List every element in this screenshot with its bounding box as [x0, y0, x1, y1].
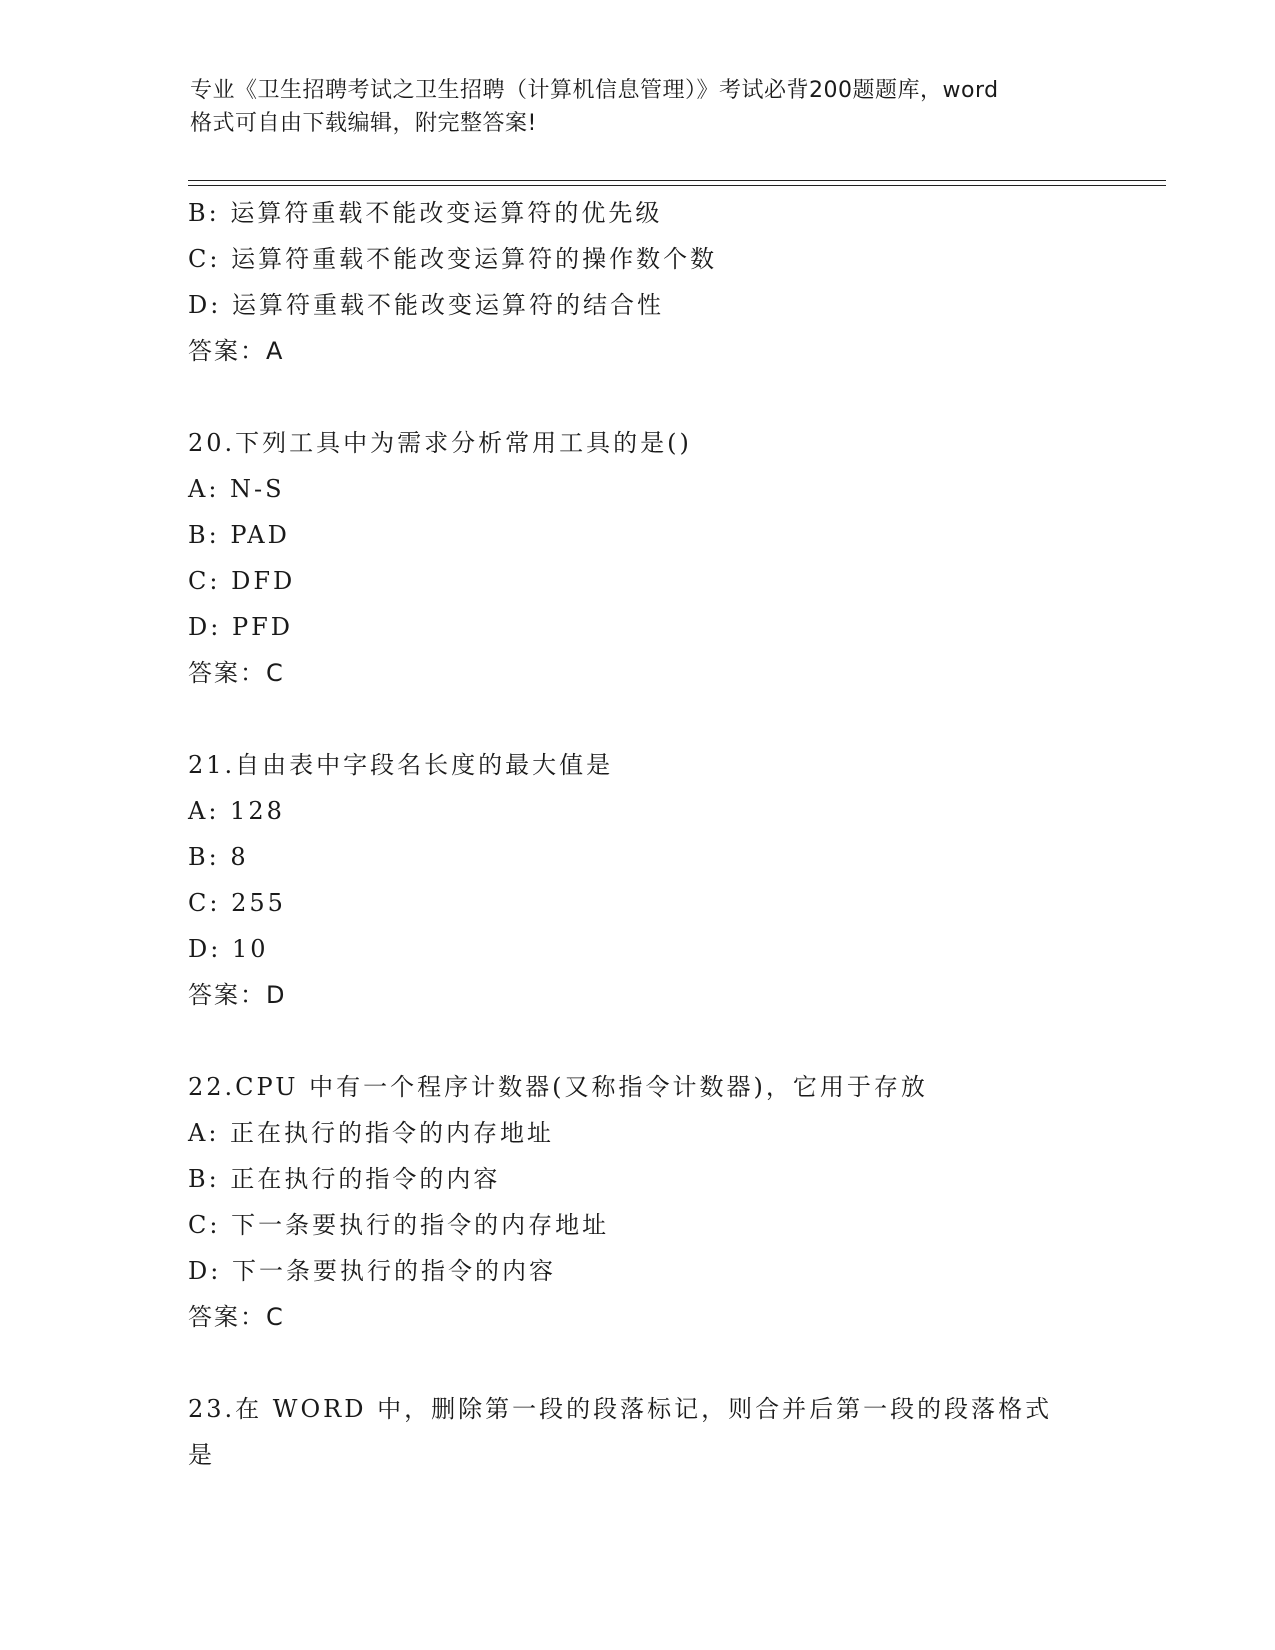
answer-label: 答案：C [188, 659, 285, 687]
option-b: B: 正在执行的指令的内容 [188, 1165, 501, 1193]
option-b: B: 8 [188, 843, 249, 871]
option-c: C: DFD [188, 567, 296, 595]
spacer [188, 1018, 1108, 1064]
question-block-21 [188, 742, 1108, 1018]
spacer [188, 696, 1108, 742]
question-text-continuation: 是 [188, 1441, 215, 1469]
header-divider-top [188, 180, 1166, 181]
option-b: B: 运算符重载不能改变运算符的优先级 [188, 199, 663, 227]
document-header [190, 74, 1090, 140]
spacer [188, 1340, 1108, 1386]
answer-label: 答案：C [188, 1303, 285, 1331]
option-d: D: 运算符重载不能改变运算符的结合性 [188, 291, 664, 319]
question-text: 23.在 WORD 中，删除第一段的段落标记，则合并后第一段的段落格式 [188, 1395, 1053, 1423]
option-b: B: PAD [188, 521, 290, 549]
option-a: A: 正在执行的指令的内存地址 [188, 1119, 555, 1147]
question-block-22 [188, 1064, 1108, 1340]
option-d: D: 10 [188, 935, 269, 963]
question-block-20 [188, 420, 1108, 696]
option-c: C: 255 [188, 889, 286, 917]
option-d: D: 下一条要执行的指令的内容 [188, 1257, 556, 1285]
option-c: C: 下一条要执行的指令的内存地址 [188, 1211, 610, 1239]
question-block-23 [188, 1386, 1108, 1478]
header-divider-bottom [188, 185, 1166, 186]
option-d: D: PFD [188, 613, 293, 641]
header-line-2: 格式可自由下载编辑，附完整答案! [190, 111, 537, 136]
answer-label: 答案：D [188, 981, 287, 1009]
question-block-previous [188, 190, 1108, 374]
option-c: C: 运算符重载不能改变运算符的操作数个数 [188, 245, 718, 273]
option-a: A: N-S [188, 475, 285, 503]
question-text: 21.自由表中字段名长度的最大值是 [188, 751, 614, 779]
question-text: 20.下列工具中为需求分析常用工具的是() [188, 429, 692, 457]
spacer [188, 374, 1108, 420]
header-line-1: 专业《卫生招聘考试之卫生招聘（计算机信息管理）》考试必背200题题库，word [190, 78, 999, 103]
document-body [188, 190, 1108, 1478]
question-text: 22.CPU 中有一个程序计数器(又称指令计数器)，它用于存放 [188, 1073, 928, 1101]
answer-label: 答案：A [188, 337, 285, 365]
option-a: A: 128 [188, 797, 285, 825]
